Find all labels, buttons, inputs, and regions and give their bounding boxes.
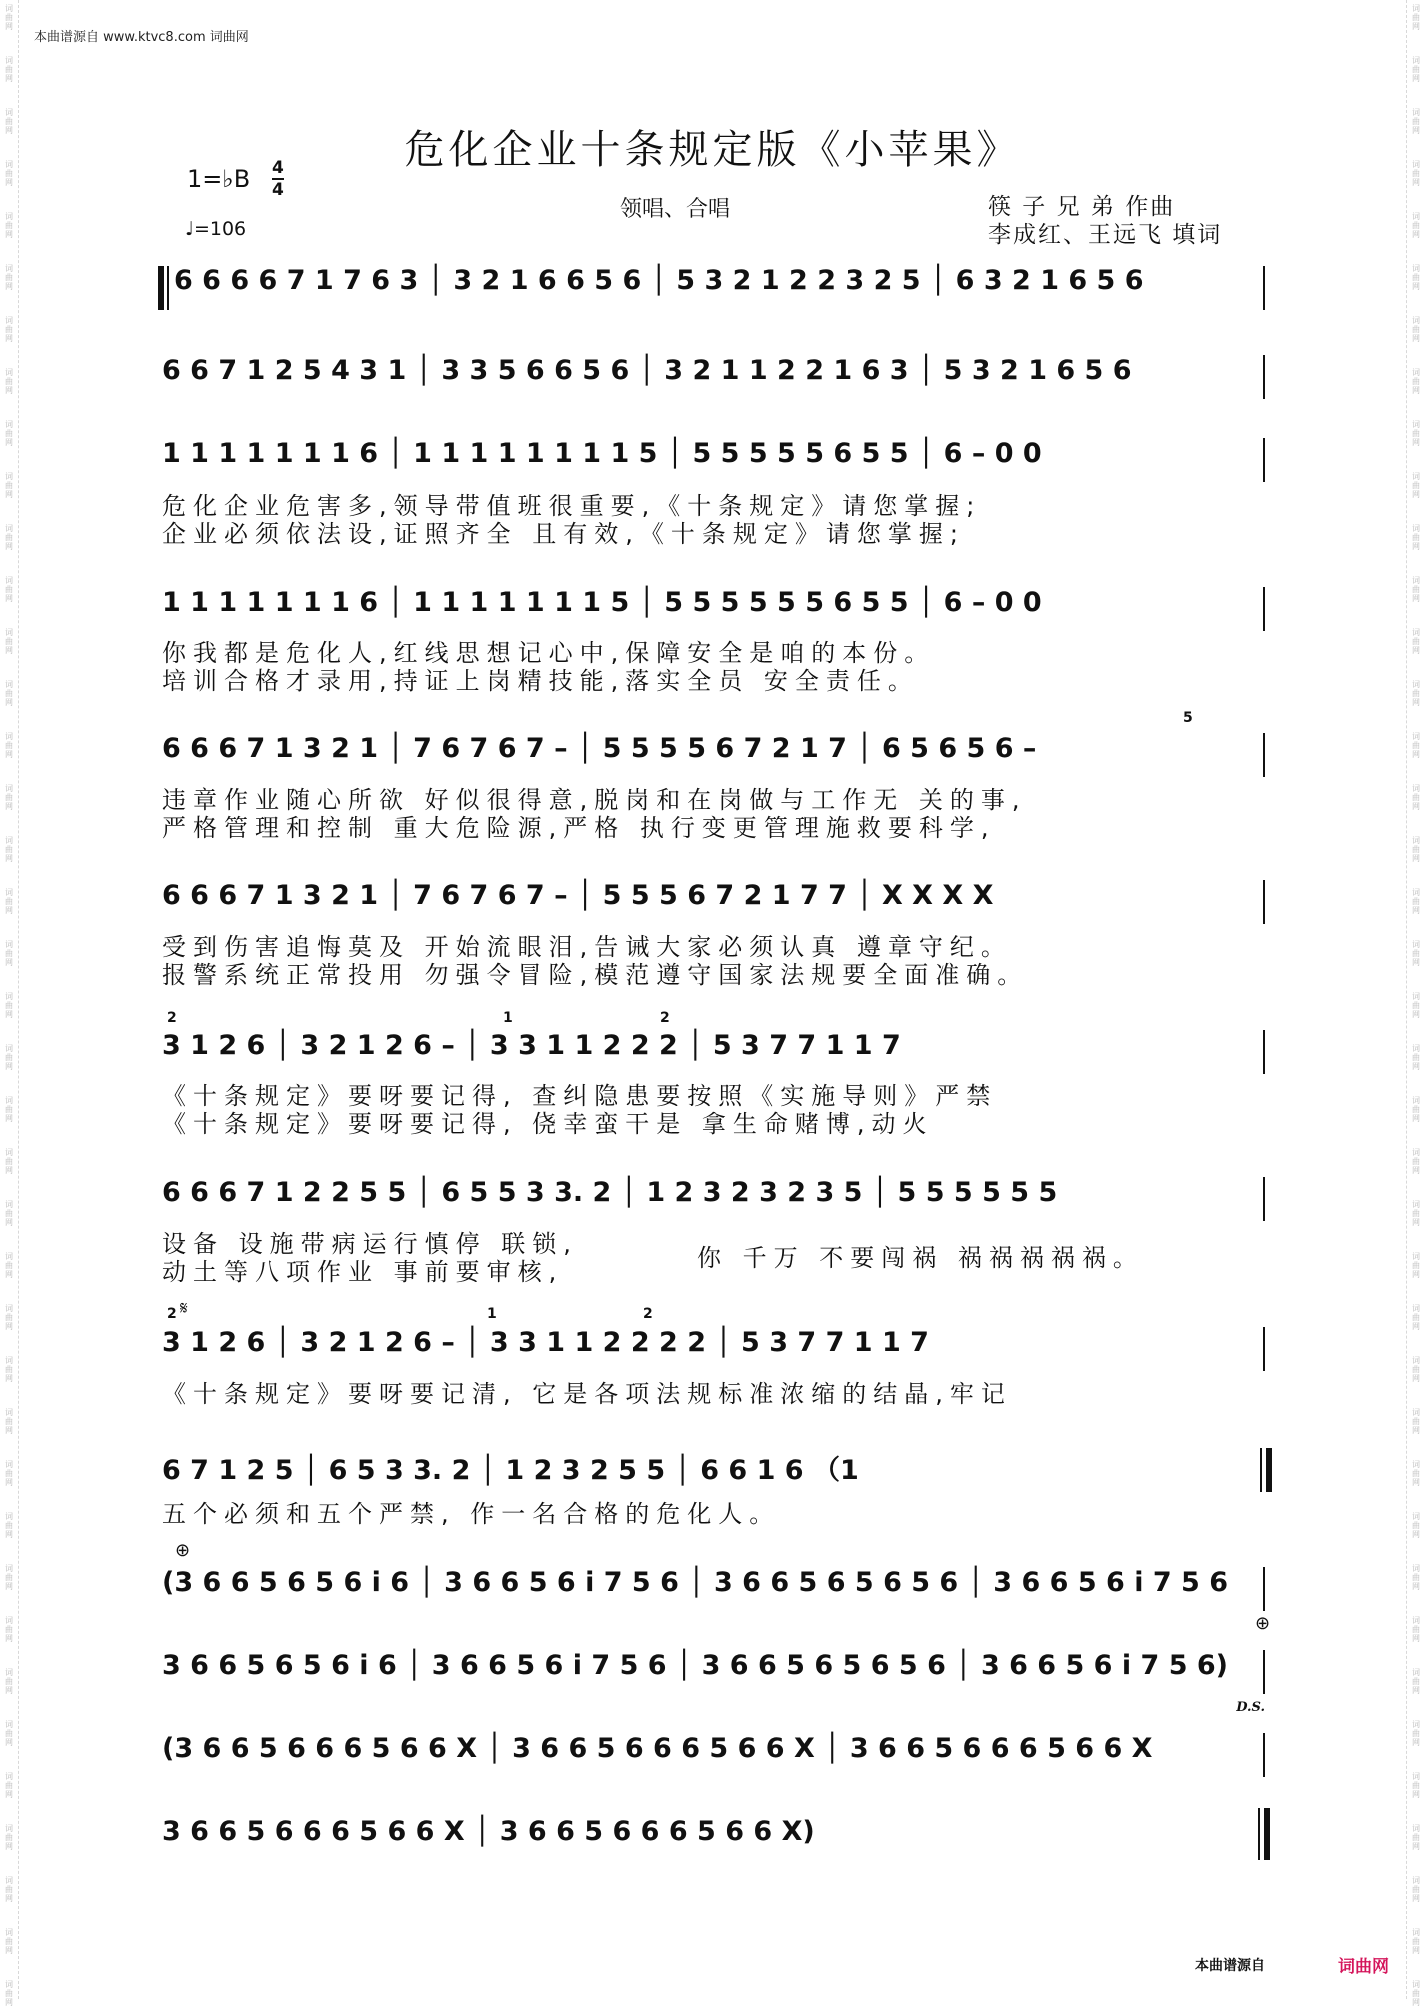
watermark-text: 词曲网 [1412,1928,1420,1955]
notation-text: 6 6 7 1 2 5 4 3 1 │ 3 3 5 6 6 5 6 │ 3 2 1 1 2 2 1 6 3 │ 5 3 2 1 6 5 6 [162,355,1132,386]
watermark-text: 词曲网 [5,264,13,291]
watermark-text: 词曲网 [5,108,13,135]
watermark-text: 词曲网 [5,368,13,395]
dal-segno-marking: D.S. [1236,1700,1265,1715]
music-line-4 [162,587,1272,637]
watermark-text: 词曲网 [1412,1564,1420,1591]
repeat-start-barline [158,266,164,310]
watermark-text: 词曲网 [5,4,13,31]
watermark-text: 词曲网 [5,1564,13,1591]
lyric-line: 《十条规定》要呀要记得, 侥幸蛮干是 拿生命赌博,动火 [162,1110,934,1138]
lyric-line: 《十条规定》要呀要记得, 查纠隐患要按照《实施导则》严禁 [162,1082,998,1110]
lyric-line: 违章作业随心所欲 好似很得意,脱岗和在岗做与工作无 关的事, [162,786,1027,814]
watermark-text: 词曲网 [5,1044,13,1071]
watermark-text: 词曲网 [1412,836,1420,863]
watermark-text: 词曲网 [1412,1460,1420,1487]
lyric-line: 你 千万 不要闯祸 祸祸祸祸祸。 [697,1244,1144,1272]
watermark-text: 词曲网 [5,420,13,447]
watermark-text: 词曲网 [1412,992,1420,1019]
watermark-text: 词曲网 [5,1616,13,1643]
footer-source-label: 本曲谱源自 [1195,1958,1265,1974]
watermark-text: 词曲网 [1412,680,1420,707]
notation-text: 6 6 6 7 1 3 2 1 │ 7 6 7 6 7 – │ 5 5 5 5 6 7 2 1 7 │ 6 5 6 5 6 – [162,733,1037,764]
watermark-text: 词曲网 [5,56,13,83]
watermark-text: 词曲网 [1412,212,1420,239]
grace-note: 2 [643,1306,653,1322]
watermark-text: 词曲网 [1412,1980,1420,2007]
coda-sign: ⊕ [1255,1613,1271,1634]
music-line-11 [162,1567,1272,1617]
watermark-text: 词曲网 [5,524,13,551]
watermark-text: 词曲网 [1412,784,1420,811]
notation-text: 6 6 6 6 7 1 7 6 3 │ 3 2 1 6 6 5 6 │ 5 3 2 1 2 2 3 2 5 │ 6 3 2 1 6 5 6 [174,265,1144,296]
end-barline-1 [1263,266,1265,310]
music-line-9 [162,1327,1272,1377]
watermark-text: 词曲网 [5,1408,13,1435]
watermark-text: 词曲网 [5,1928,13,1955]
source-note: 本曲谱源自 www.ktvc8.com 词曲网 [34,30,249,45]
end-barline-6 [1263,880,1265,924]
watermark-text: 词曲网 [1412,316,1420,343]
end-barline-2 [1263,355,1265,399]
end-barline-13 [1263,1733,1265,1777]
coda-sign: ⊕ [175,1540,191,1561]
left-watermark-strip [0,0,19,2007]
tempo-marking: ♩=106 [185,218,247,240]
time-signature-bottom: 4 [272,180,284,200]
watermark-text: 词曲网 [1412,628,1420,655]
watermark-text: 词曲网 [5,628,13,655]
watermark-text: 词曲网 [1412,472,1420,499]
watermark-text: 词曲网 [5,732,13,759]
watermark-text: 词曲网 [1412,1824,1420,1851]
watermark-text: 词曲网 [5,1980,13,2007]
watermark-text: 词曲网 [1412,368,1420,395]
lyric-line: 你我都是危化人,红线思想记心中,保障安全是咱的本份。 [162,639,936,667]
lyric-line: 危化企业危害多,领导带值班很重要,《十条规定》请您掌握; [162,492,982,520]
watermark-text: 词曲网 [5,680,13,707]
right-watermark-strip [1406,0,1425,2007]
lyric-line: 五个必须和五个严禁, 作一名合格的危化人。 [162,1500,781,1528]
end-barline-9 [1263,1327,1265,1371]
end-barline-12 [1263,1650,1265,1694]
watermark-text: 词曲网 [1412,56,1420,83]
watermark-text: 词曲网 [5,1824,13,1851]
page-title: 危化企业十条规定版《小苹果》 [404,127,1021,173]
watermark-text: 词曲网 [1412,1148,1420,1175]
repeat-end-thick-barline [1266,1448,1272,1492]
watermark-text: 词曲网 [5,316,13,343]
music-line-2 [162,355,1272,405]
end-barline-5 [1263,733,1265,777]
watermark-text: 词曲网 [5,1148,13,1175]
notation-text: 3 1 2 6 │ 3 2 1 2 6 – │ 3 3 1 1 2 2 2 2 │ 5 3 7 7 1 1 7 [162,1327,929,1358]
watermark-text: 词曲网 [1412,1772,1420,1799]
watermark-text: 词曲网 [1412,1304,1420,1331]
watermark-text: 词曲网 [1412,888,1420,915]
music-line-3 [162,438,1272,488]
watermark-text: 词曲网 [5,1512,13,1539]
grace-note: 1 [503,1010,513,1026]
repeat-start-thin-barline [167,266,169,310]
watermark-text: 词曲网 [5,992,13,1019]
music-line-7 [162,1030,1272,1080]
watermark-text: 词曲网 [5,160,13,187]
watermark-text: 词曲网 [5,1668,13,1695]
watermark-text: 词曲网 [1412,1668,1420,1695]
notation-text: 6 7 1 2 5 │ 6 5 3 3. 2 │ 1 2 3 2 5 5 │ 6 6 1 6 （1 [162,1455,859,1486]
footer-logo: 词曲网 [1338,1957,1389,1977]
music-line-5 [162,733,1272,783]
watermark-text: 词曲网 [5,576,13,603]
lyric-line: 企业必须依法设,证照齐全 且有效,《十条规定》请您掌握; [162,520,965,548]
watermark-text: 词曲网 [5,1460,13,1487]
end-barline-11 [1263,1567,1265,1611]
watermark-text: 词曲网 [1412,420,1420,447]
watermark-text: 词曲网 [1412,1200,1420,1227]
performance-note: 领唱、合唱 [620,197,731,222]
music-line-8 [162,1177,1272,1227]
end-barline-7 [1263,1030,1265,1074]
watermark-text: 词曲网 [5,1304,13,1331]
time-signature-top: 4 [272,158,284,178]
watermark-text: 词曲网 [1412,524,1420,551]
end-barline-4 [1263,587,1265,631]
lyric-line: 设备 设施带病运行慎停 联锁, [162,1230,578,1258]
watermark-text: 词曲网 [1412,1720,1420,1747]
watermark-text: 词曲网 [5,1252,13,1279]
music-line-12 [162,1650,1272,1700]
music-line-6 [162,880,1272,930]
final-barline [1258,1808,1270,1860]
music-line-13 [162,1733,1272,1783]
notation-text: 3 1 2 6 │ 3 2 1 2 6 – │ 3 3 1 1 2 2 2 │ 5 3 7 7 1 1 7 [162,1030,901,1061]
watermark-text: 词曲网 [5,836,13,863]
watermark-text: 词曲网 [5,888,13,915]
end-barline-3 [1263,438,1265,482]
notation-text: 3 6 6 5 6 5 6 i 6 │ 3 6 6 5 6 i 7 5 6 │ 3 6 6 5 6 5 6 5 6 │ 3 6 6 5 6 i 7 5 6) [162,1650,1229,1681]
lyric-line: 报警系统正常投用 勿强令冒险,模范遵守国家法规要全面准确。 [162,961,1029,989]
notation-text: 6 6 6 7 1 3 2 1 │ 7 6 7 6 7 – │ 5 5 5 6 7 2 1 7 7 │ X X X X [162,880,994,911]
watermark-text: 词曲网 [1412,108,1420,135]
watermark-text: 词曲网 [1412,1408,1420,1435]
segno-sign: 𝄋 [180,1298,188,1319]
end-barline-8 [1263,1177,1265,1221]
watermark-text: 词曲网 [5,472,13,499]
watermark-text: 词曲网 [5,1772,13,1799]
notation-text: 1 1 1 1 1 1 1 6 │ 1 1 1 1 1 1 1 5 │ 5 5 5 5 5 5 6 5 5 │ 6 – 0 0 [162,587,1042,618]
key-signature: 1=♭B [187,165,251,193]
grace-note: 5 [1183,710,1193,726]
watermark-text: 词曲网 [1412,576,1420,603]
watermark-text: 词曲网 [5,940,13,967]
grace-note: 1 [487,1306,497,1322]
lyric-line: 《十条规定》要呀要记清, 它是各项法规标准浓缩的结晶,牢记 [162,1380,1012,1408]
watermark-text: 词曲网 [1412,1512,1420,1539]
lyricist-credit: 李成红、王远飞 填词 [988,222,1223,248]
grace-note: 2 [660,1010,670,1026]
watermark-text: 词曲网 [1412,1044,1420,1071]
grace-note: 2 [167,1306,177,1322]
composer-credit: 筷 子 兄 弟 作曲 [988,194,1176,220]
watermark-text: 词曲网 [1412,264,1420,291]
lyric-line: 严格管理和控制 重大危险源,严格 执行变更管理施救要科学, [162,814,996,842]
watermark-text: 词曲网 [5,784,13,811]
watermark-text: 词曲网 [5,1096,13,1123]
lyric-line: 受到伤害追悔莫及 开始流眼泪,告诫大家必须认真 遵章守纪。 [162,933,1012,961]
watermark-text: 词曲网 [1412,1252,1420,1279]
notation-text: 3 6 6 5 6 6 6 5 6 6 X │ 3 6 6 5 6 6 6 5 6 6 X) [162,1816,815,1847]
music-line-10 [162,1448,1272,1498]
watermark-text: 词曲网 [1412,1356,1420,1383]
watermark-text: 词曲网 [1412,1096,1420,1123]
music-line-14 [162,1816,1272,1866]
notation-text: 6 6 6 7 1 2 2 5 5 │ 6 5 5 3 3. 2 │ 1 2 3 2 3 2 3 5 │ 5 5 5 5 5 5 [162,1177,1058,1208]
watermark-text: 词曲网 [5,1876,13,1903]
watermark-text: 词曲网 [5,212,13,239]
notation-text: (3 6 6 5 6 6 6 5 6 6 X │ 3 6 6 5 6 6 6 5 6 6 X │ 3 6 6 5 6 6 6 5 6 6 X [162,1733,1153,1764]
grace-note: 2 [167,1010,177,1026]
watermark-text: 词曲网 [5,1200,13,1227]
repeat-end-barline [1260,1448,1262,1492]
watermark-text: 词曲网 [1412,940,1420,967]
watermark-text: 词曲网 [5,1720,13,1747]
music-line-1 [162,265,1272,315]
watermark-text: 词曲网 [1412,4,1420,31]
watermark-text: 词曲网 [1412,732,1420,759]
notation-text: (3 6 6 5 6 5 6 i 6 │ 3 6 6 5 6 i 7 5 6 │ 3 6 6 5 6 5 6 5 6 │ 3 6 6 5 6 i 7 5 6 [162,1567,1229,1598]
time-signature [272,158,284,200]
watermark-text: 词曲网 [1412,160,1420,187]
notation-text: 1 1 1 1 1 1 1 6 │ 1 1 1 1 1 1 1 1 5 │ 5 5 5 5 5 6 5 5 │ 6 – 0 0 [162,438,1042,469]
lyric-line: 动土等八项作业 事前要审核, [162,1258,564,1286]
watermark-text: 词曲网 [1412,1616,1420,1643]
watermark-text: 词曲网 [1412,1876,1420,1903]
watermark-text: 词曲网 [5,1356,13,1383]
lyric-line: 培训合格才录用,持证上岗精技能,落实全员 安全责任。 [162,667,919,695]
